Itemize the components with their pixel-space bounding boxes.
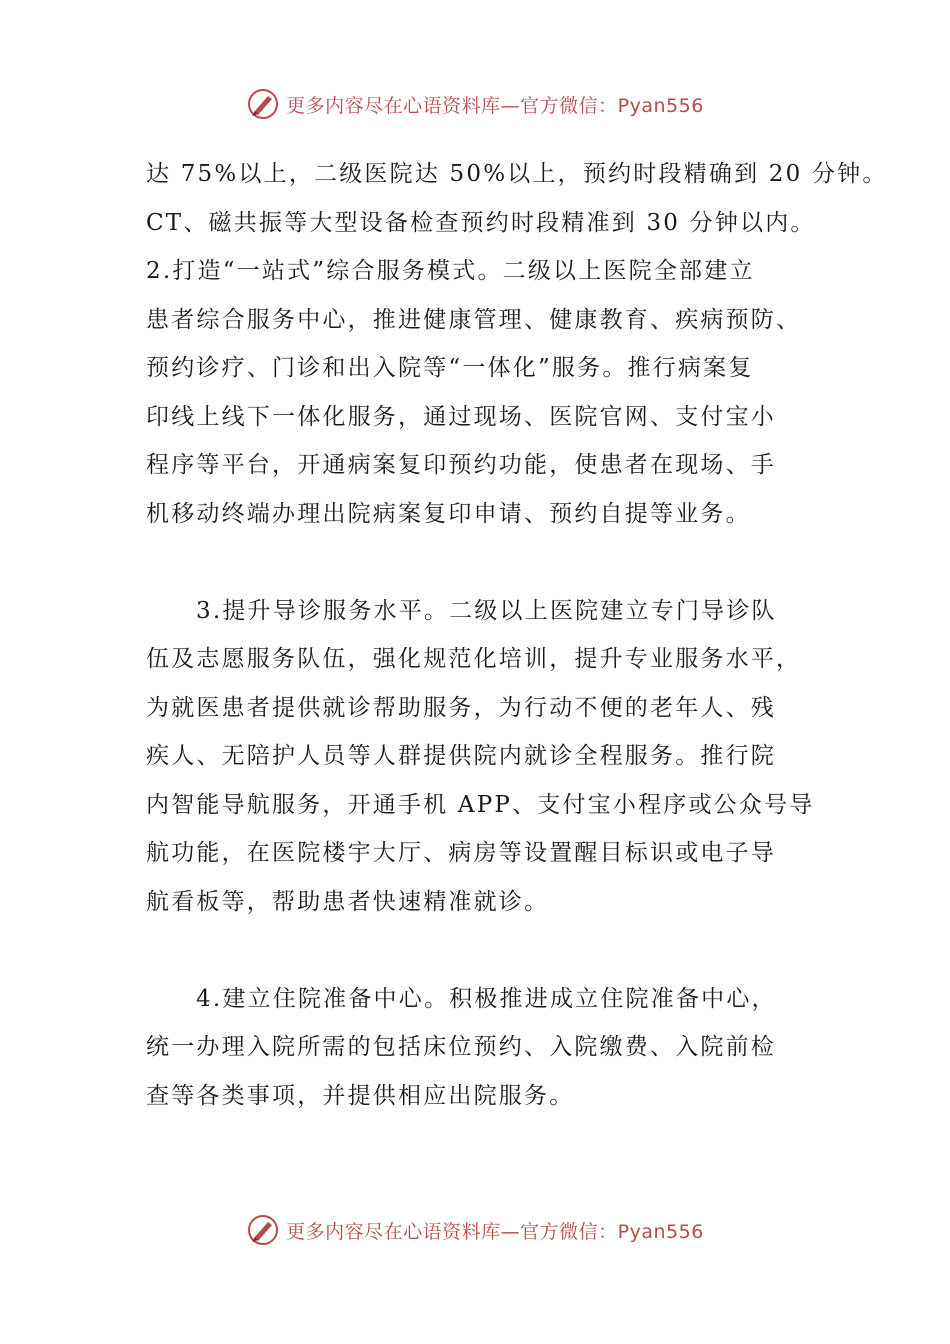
text-line: 为就医患者提供就诊帮助服务，为行动不便的老年人、残	[146, 694, 776, 721]
footer-watermark-banner	[0, 1210, 950, 1250]
text-line: 伍及志愿服务队伍，强化规范化培训，提升专业服务水平，	[146, 646, 802, 672]
text-line: 4.建立住院准备中心。积极推进成立住院准备中心，	[196, 985, 777, 1012]
text-line: 3.提升导诊服务水平。二级以上医院建立专门导诊队	[196, 597, 777, 624]
pen-circle-logo-icon	[246, 1213, 280, 1247]
text-line: 航功能，在医院楼宇大厅、病房等设置醒目标识或电子导	[146, 840, 776, 866]
text-line: CT、磁共振等大型设备检查预约时段精准到 30 分钟以内。	[146, 209, 816, 236]
text-line: 机移动终端办理出院病案复印申请、预约自提等业务。	[146, 500, 751, 527]
header-watermark-banner	[0, 84, 950, 124]
paragraph-2	[146, 587, 826, 927]
paragraph-3	[146, 975, 826, 1121]
text-line: 程序等平台，开通病案复印预约功能，使患者在现场、手	[146, 452, 776, 478]
text-line: 疾人、无陪护人员等人群提供院内就诊全程服务。推行院	[146, 743, 776, 769]
text-line: 达 75%以上，二级医院达 50%以上，预约时段精确到 20 分钟。	[146, 161, 888, 187]
text-line: 查等各类事项，并提供相应出院服务。	[146, 1082, 575, 1109]
paragraph-spacer	[146, 926, 826, 975]
document-body	[146, 150, 888, 1120]
paragraph-spacer	[146, 538, 826, 587]
text-line: 印线上线下一体化服务，通过现场、医院官网、支付宝小	[146, 403, 776, 430]
watermark-text: 更多内容尽在心语资料库—官方微信：Pyan556	[286, 94, 704, 117]
paragraph-1	[146, 150, 888, 538]
text-line: 航看板等，帮助患者快速精准就诊。	[146, 888, 550, 915]
pen-circle-logo-icon	[246, 87, 280, 121]
text-line: 内智能导航服务，开通手机 APP、支付宝小程序或公众号导	[146, 791, 815, 818]
watermark-text: 更多内容尽在心语资料库—官方微信：Pyan556	[286, 1220, 704, 1243]
text-line: 2.打造“一站式”综合服务模式。二级以上医院全部建立	[146, 258, 755, 284]
text-line: 统一办理入院所需的包括床位预约、入院缴费、入院前检	[146, 1034, 776, 1060]
text-line: 预约诊疗、门诊和出入院等“一体化”服务。推行病案复	[146, 355, 754, 381]
text-line: 患者综合服务中心，推进健康管理、健康教育、疾病预防、	[146, 306, 802, 333]
